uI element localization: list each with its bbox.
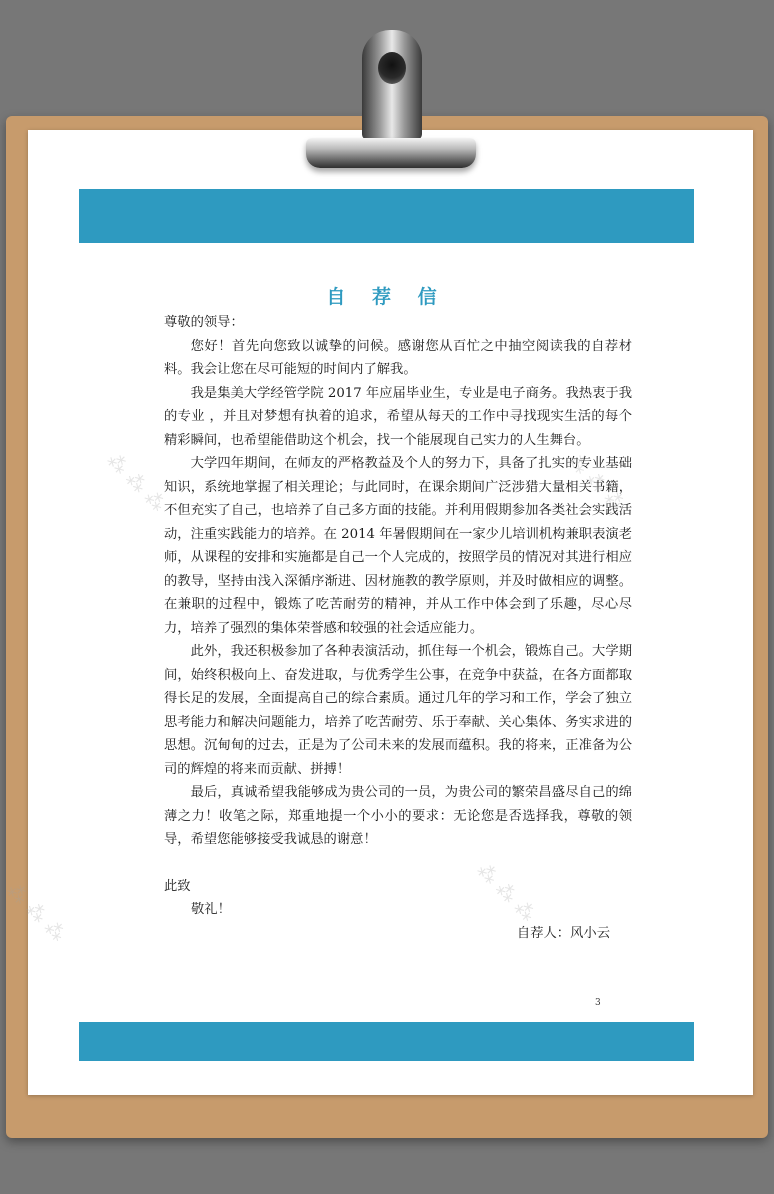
signature: 自荐人：风小云 xyxy=(516,925,610,941)
salute: 敬礼！ xyxy=(191,902,231,917)
paragraph: 我是集美大学经管学院 2017 年应届毕业生，专业是电子商务。我热衷于我的专业 ，并且对梦想有执着的追求，希望从每天的工作中寻找现实生活的每个精彩瞬间，也希望能借助这个机会，找一个能展现自己实力的人生舞台。 xyxy=(164,385,632,448)
watermark-icon: ⁂ ⁂ ⁂ xyxy=(562,447,631,517)
watermark-icon: ⁂ ⁂ ⁂ xyxy=(2,877,71,947)
watermark-icon: ⁂ ⁂ ⁂ xyxy=(472,857,541,927)
paragraph: 最后，真诚希望我能够成为贵公司的一员，为贵公司的繁荣昌盛尽自己的绵薄之力！收笔之际，郑重地提一个小小的要求：无论您是否选择我，尊敬的领导，希望您能够接受我诚恳的谢意！ xyxy=(164,785,632,847)
closing: 此致 xyxy=(164,878,191,894)
binder-clip-bar xyxy=(306,138,476,168)
paragraph: 大学四年期间，在师友的严格教益及个人的努力下，具备了扎实的专业基础知识，系统地掌握了相关理论；与此同时，在课余期间广泛涉猎大量相关书籍，不但充实了自己，也培养了自己多方面的技能。并利用假期参加各类社会实践活动，注重实践能力的培养。在 2014 年暑假期间在一家少儿培训机构兼职表演老师，从课程的安排和实施都是自己一个人完成的，按照学员的情况对其进行相应的教导，坚持由浅入深循序渐进、因材施教的教学原则，并及时做相应的调整。在兼职的过程中，锻炼了吃苦耐劳的精神，并从工作中体会到了乐趣，尽心尽力，培养了强烈的集体荣誉感和较强的社会适应能力。 xyxy=(164,456,632,636)
paragraph: 您好！首先向您致以诚挚的问候。感谢您从百忙之中抽空阅读我的自荐材料。我会让您在尽可能短的时间内了解我。 xyxy=(164,338,632,377)
binder-clip-icon xyxy=(362,30,422,140)
header-band xyxy=(79,189,694,243)
spacer xyxy=(164,852,632,875)
watermark-icon: ⁂ ⁂ ⁂ xyxy=(102,447,171,517)
paragraph: 此外，我还积极参加了各种表演活动，抓住每一个机会，锻炼自己。大学期间，始终积极向上、奋发进取，与优秀学生公事，在竞争中获益，在各方面都取得长足的发展，全面提高自己的综合素质。通过几年的学习和工作，学会了独立思考能力和解决问题能力，培养了吃苦耐劳、乐于奉献、关心集体、务实求进的思想。沉甸甸的过去，正是为了公司未来的发展而蕴积。我的将来，正准备为公司的辉煌的将来而贡献、拼搏！ xyxy=(164,644,632,777)
letter-title: 自 荐 信 xyxy=(326,286,447,308)
page-number: 3 xyxy=(595,998,601,1008)
footer-band xyxy=(79,1022,694,1061)
binder-clip-hole xyxy=(378,52,406,84)
greeting: 尊敬的领导： xyxy=(164,315,244,330)
letter-body xyxy=(164,311,632,945)
